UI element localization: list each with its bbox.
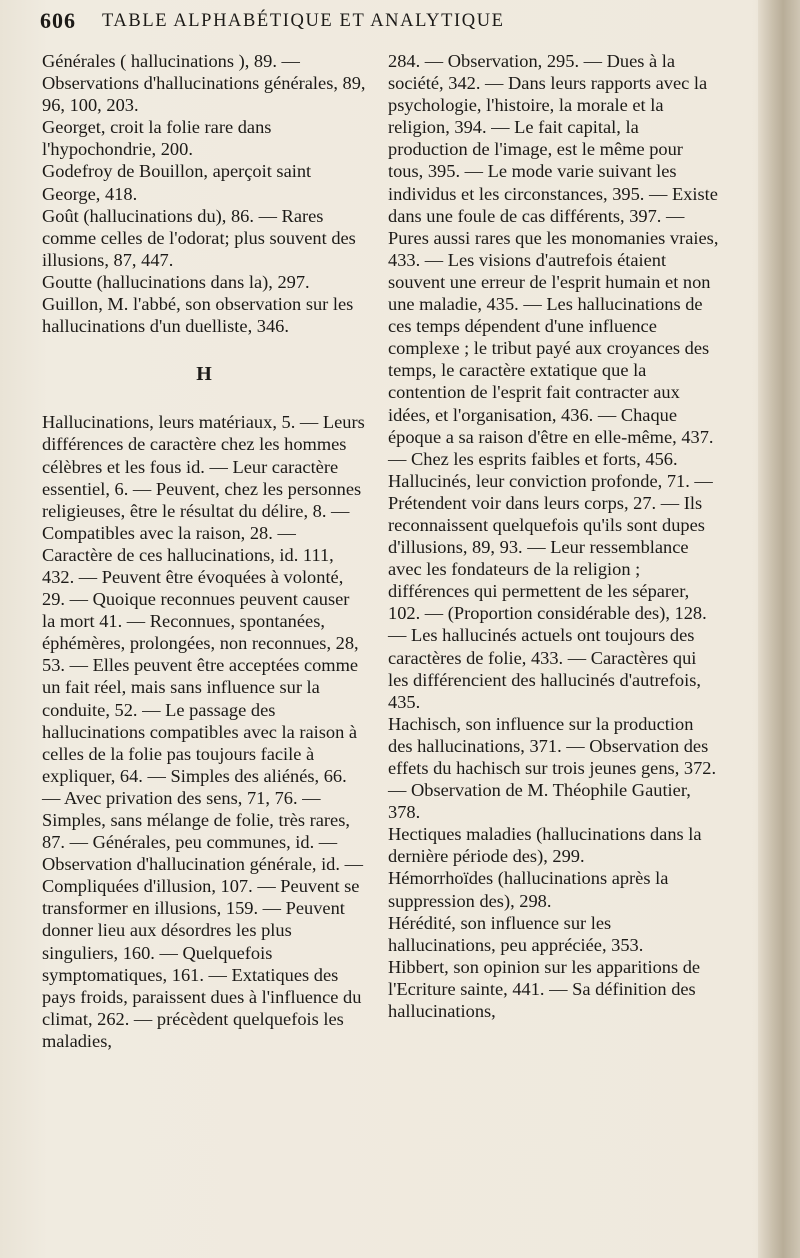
- index-entry: 284. — Observation, 295. — Dues à la société, 342. — Dans leurs rapports avec la psychologie, l'histoire, la morale et la religion, 394. — Le fait capital, la production de l'image, est le même pour tous, 395. — Le mode varie suivant les individus et les circonstances, 395. — Existe dans une foule de cas différents, 397. — Pures aussi rares que les monomanies vraies, 433. — Les visions d'autrefois étaient souvent une erreur de l'esprit humain et non une maladie, 435. — Les hallucinations de ces temps dépendent d'une influence complexe ; le tribut payé aux croyances des temps, le caractère extatique que la contention de l'esprit fait contracter aux idées, et l'organisation, 436. — Chaque époque a sa raison d'être en elle-même, 437. — Chez les esprits faibles et forts, 456.: [388, 51, 719, 469]
- section-letter: H: [196, 363, 212, 386]
- index-entry: Godefroy de Bouillon, aperçoit saint George, 418.: [42, 161, 312, 204]
- index-entry: Hectiques maladies (hallucinations dans la dernière période des), 299.: [388, 824, 702, 867]
- index-entry: Guillon, M. l'abbé, son observation sur les hallucinations d'un duelliste, 346.: [42, 294, 354, 337]
- index-entry: Hachisch, son influence sur la production des hallucinations, 371. — Observation des effets du hachisch sur trois jeunes gens, 372. — Observation de M. Théophile Gautier, 378.: [388, 713, 717, 823]
- page-edge: [758, 0, 800, 1258]
- index-entry: Générales ( hallucinations ), 89. — Observations d'hallucinations générales, 89, 96, 100, 203.: [42, 51, 366, 116]
- index-entry: Hibbert, son opinion sur les apparitions de l'Ecriture sainte, 441. — Sa définition des hallucinations,: [388, 956, 701, 1022]
- index-entry: Hémorrhoïdes (hallucinations après la suppression des), 298.: [388, 868, 669, 911]
- index-entry: Hallucinés, leur conviction profonde, 71. — Prétendent voir dans leurs corps, 27. — Ils reconnaissent quelquefois qu'ils sont dupes d'illusions, 89, 93. — Leur ressemblance avec les fondateurs de la religion ; différences qui permettent de les séparer, 102. — (Proportion considérable des), 128. — Les hallucinés actuels ont toujours des caractères de folie, 433. — Caractères qui les différencient des hallucinés d'autrefois, 435.: [388, 470, 713, 712]
- left-column: [42, 50, 366, 1052]
- index-entry: Goutte (hallucinations dans la), 297.: [42, 271, 310, 292]
- index-entry: Goût (hallucinations du), 86. — Rares comme celles de l'odorat; plus souvent des illusions, 87, 447.: [42, 205, 356, 270]
- page-number: 606: [40, 8, 76, 33]
- index-entry: Hallucinations, leurs matériaux, 5. — Leurs différences de caractère chez les hommes célèbres et les fous id. — Leur caractère essentiel, 6. — Peuvent, chez les personnes religieuses, être le résultat du délire, 8. — Compatibles avec la raison, 28. — Caractère de ces hallucinations, id. 111, 432. — Peuvent être évoquées à volonté, 29. — Quoique reconnues peuvent causer la mort 41. — Reconnues, spontanées, éphémères, prolongées, non reconnues, 28, 53. — Elles peuvent être acceptées comme un fait réel, mais sans influence sur la conduite, 52. — Le passage des hallucinations compatibles avec la raison à celles de la folie pas toujours facile à expliquer, 64. — Simples des aliénés, 66. — Avec privation des sens, 71, 76. — Simples, sans mélange de folie, très rares, 87. — Générales, peu communes, id. — Observation d'hallucination générale, id. — Compliquées d'illusion, 107. — Peuvent se transformer en illusions, 159. — Peuvent donner lieu aux désordres les plus singuliers, 160. — Quelquefois symptomatiques, 161. — Extatiques des pays froids, paraissent dues à l'influence du climat, 262. — précèdent quelquefois les maladies,: [42, 412, 365, 1051]
- index-entry: Georget, croit la folie rare dans l'hypochondrie, 200.: [42, 117, 272, 160]
- index-entry: Hérédité, son influence sur les hallucinations, peu appréciée, 353.: [388, 912, 644, 955]
- page-header: [40, 6, 740, 36]
- running-head: TABLE ALPHABÉTIQUE ET ANALYTIQUE: [102, 11, 505, 31]
- right-column: [388, 50, 720, 1022]
